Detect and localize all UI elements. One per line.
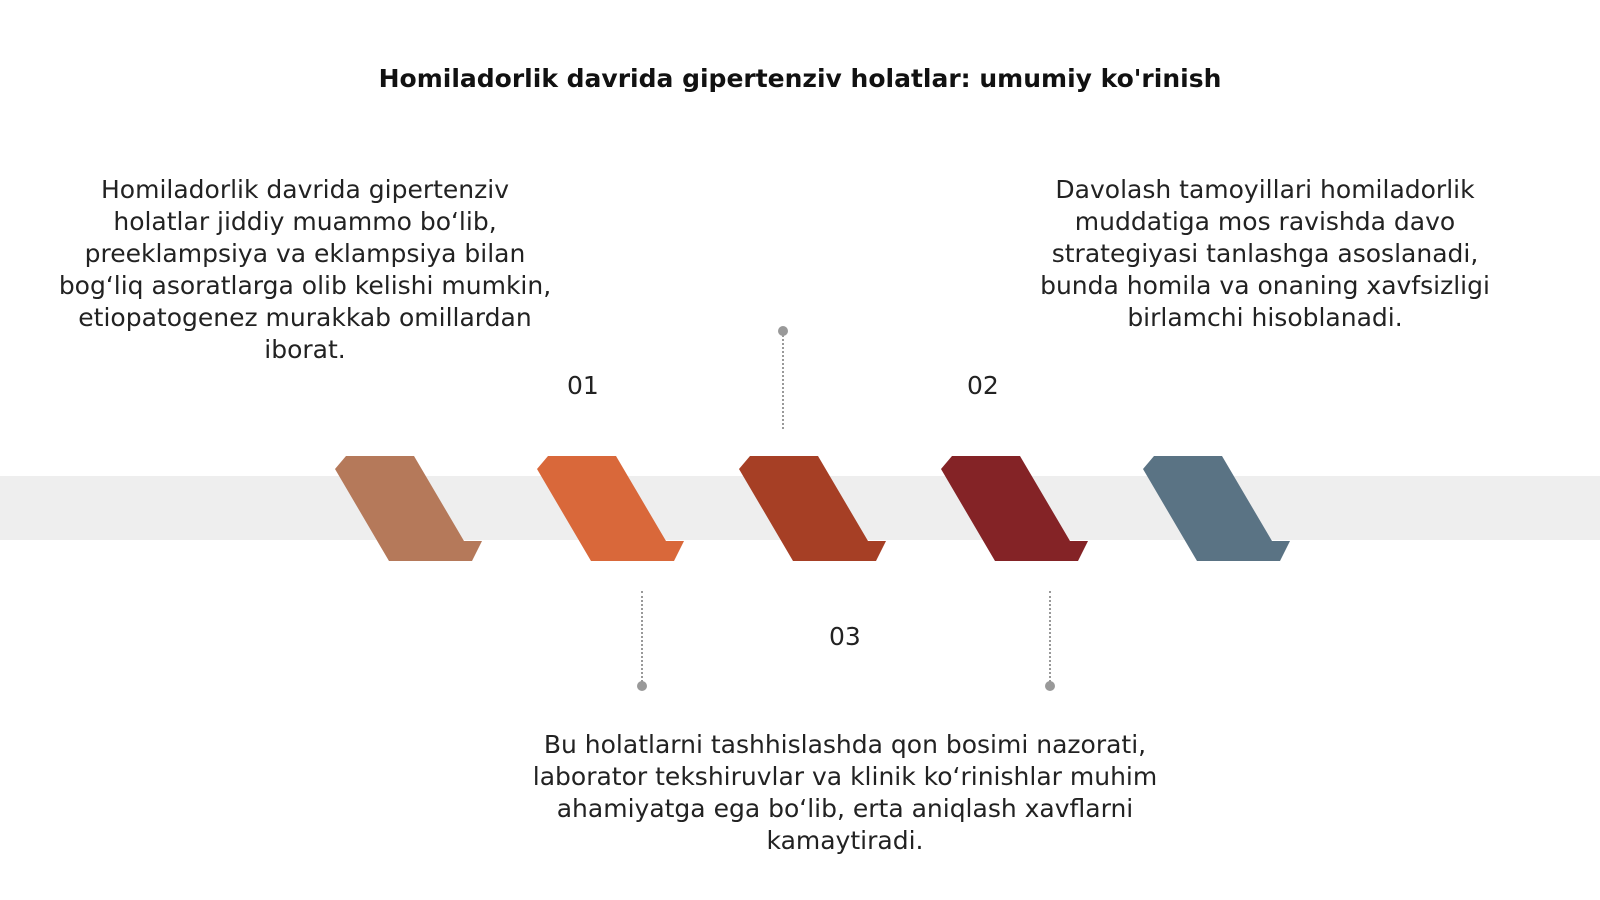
connector-dot-top bbox=[778, 326, 788, 336]
timeline-arrow-3 bbox=[739, 456, 886, 561]
connector-line-bottom-right bbox=[1049, 591, 1051, 686]
connector-dot-bottom-left bbox=[637, 681, 647, 691]
timeline-arrow-5 bbox=[1143, 456, 1290, 561]
timeline-arrow-2 bbox=[537, 456, 684, 561]
step-1-number: 01 bbox=[567, 371, 599, 400]
slide-title: Homiladorlik davrida gipertenziv holatlar: umumiy ko'rinish bbox=[378, 64, 1222, 93]
step-2-description: Davolash tamoyillari homiladorlik muddatiga mos ravishda davo strategiyasi tanlashga asoslanadi, bunda homila va onaning xavfsizligi birlamchi hisoblanadi. bbox=[1040, 175, 1490, 332]
step-3-description: Bu holatlarni tashhislashda qon bosimi nazorati, laborator tekshiruvlar va klinik ko‘rinishlar muhim ahamiyatga ega bo‘lib, erta aniqlash xavflarni kamaytiradi. bbox=[532, 730, 1158, 855]
connector-line-top bbox=[782, 331, 784, 429]
connector-dot-bottom-right bbox=[1045, 681, 1055, 691]
timeline-arrow-1 bbox=[335, 456, 482, 561]
step-1-description: Homiladorlik davrida gipertenziv holatlar jiddiy muammo bo‘lib, preeklampsiya va eklampsiya bilan bog‘liq asoratlarga olib kelishi mumkin, etiopatogenez murakkab omillardan iborat. bbox=[58, 175, 552, 364]
step-3-number: 03 bbox=[829, 622, 861, 651]
step-2-number: 02 bbox=[967, 371, 999, 400]
connector-line-bottom-left bbox=[641, 591, 643, 686]
timeline-arrow-4 bbox=[941, 456, 1088, 561]
